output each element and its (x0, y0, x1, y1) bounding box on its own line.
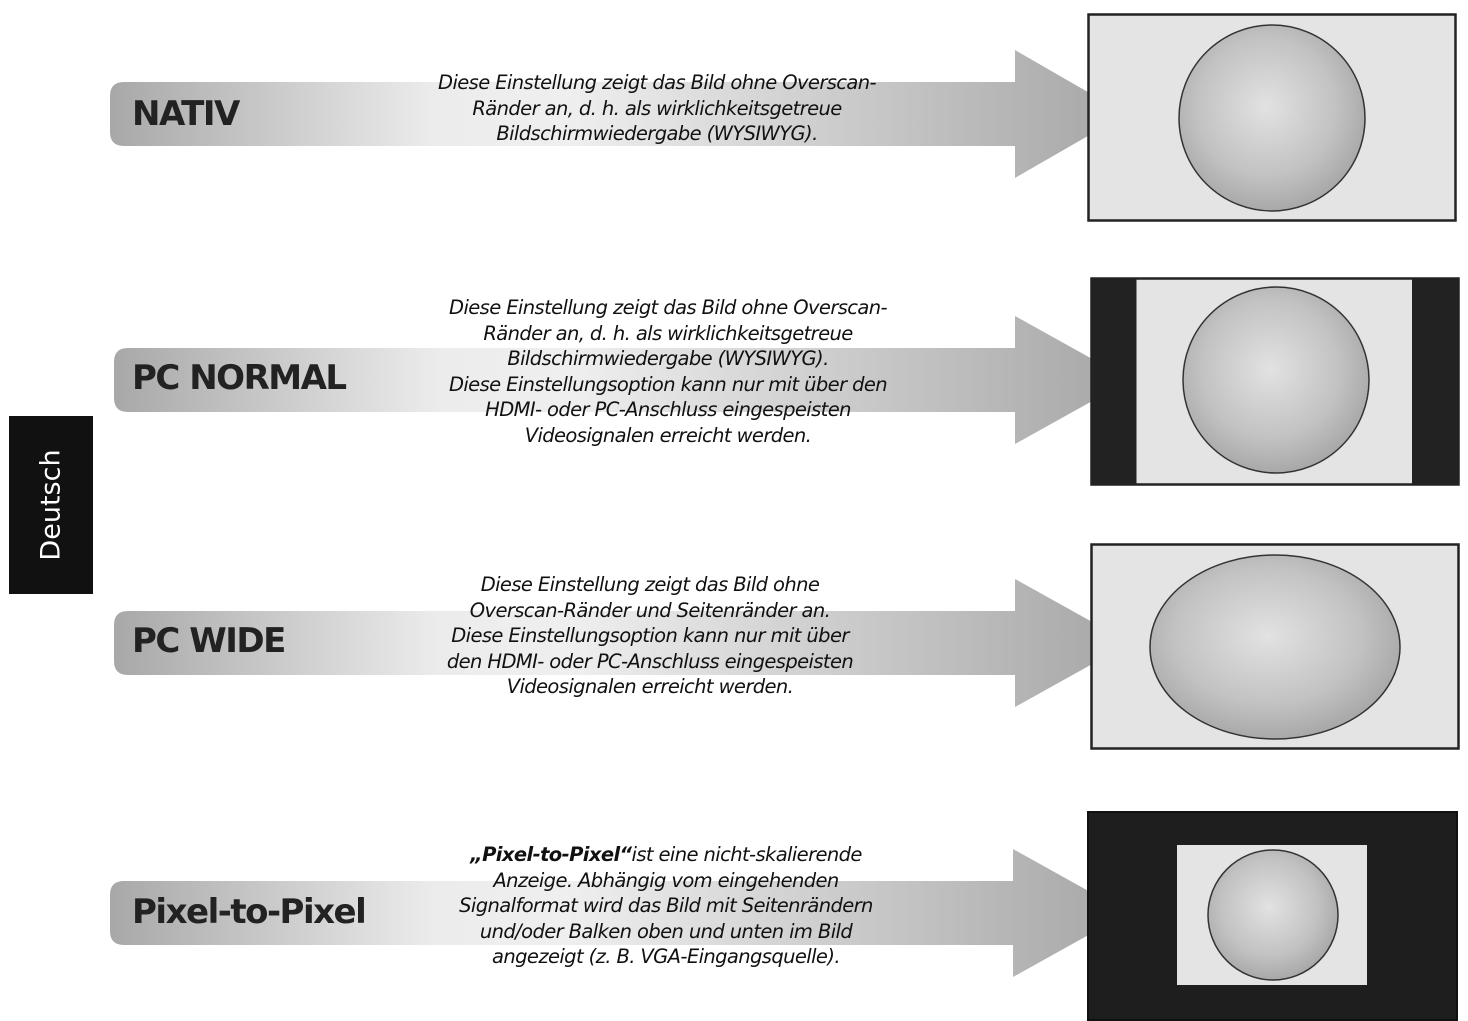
description-line: Ränder an, d. h. als wirklichkeitsgetreue (472, 96, 842, 120)
mode-row-pc-normal (0, 270, 1468, 495)
screen-diagram-nativ (1087, 13, 1458, 223)
description-line: Signalformat wird das Bild mit Seitenrändern (459, 894, 873, 917)
description-line: Diese Einstellungsoption kann nur mit über den (448, 372, 888, 396)
mode-description-pc-wide (420, 572, 880, 700)
description-line-rest: ist eine nicht-skalierende (631, 843, 862, 866)
description-line: Diese Einstellungsoption kann nur mit über (451, 624, 849, 647)
description-line: Anzeige. Abhängig vom eingehenden (493, 868, 839, 892)
description-line: Bildschirmwiedergabe (WYSIWYG). (496, 122, 818, 145)
description-line: HDMI- oder PC-Anschluss eingespeisten (485, 398, 851, 421)
description-line: Ränder an, d. h. als wirklichkeitsgetreue (483, 321, 853, 345)
ball-image-stretched (1150, 555, 1400, 739)
screen-diagram-pixel-to-pixel (1087, 811, 1458, 1021)
language-tab-label: Deutsch (35, 449, 67, 561)
left-side-bar (1092, 279, 1137, 485)
description-line: Diese Einstellung zeigt das Bild ohne Overscan- (449, 296, 887, 319)
ball-image (1179, 25, 1365, 211)
description-line: Videosignalen erreicht werden. (524, 423, 812, 447)
description-emphasis: „Pixel-to-Pixel“ (470, 843, 632, 866)
description-line: und/oder Balken oben und unten im Bild (479, 919, 853, 943)
description-line: Bildschirmwiedergabe (WYSIWYG). (507, 347, 829, 370)
description-line-first (432, 842, 900, 868)
mode-title-pixel-to-pixel: Pixel-to-Pixel (132, 892, 366, 932)
ball-image (1183, 287, 1369, 473)
description-line: Videosignalen erreicht werden. (506, 675, 794, 698)
description-line: angezeigt (z. B. VGA-Eingangsquelle). (492, 945, 840, 968)
mode-title-nativ: NATIV (132, 94, 239, 134)
description-line: den HDMI- oder PC-Anschluss eingespeisten (446, 649, 854, 673)
mode-row-pixel-to-pixel (0, 805, 1468, 1021)
description-line: Overscan-Ränder und Seitenränder an. (469, 598, 831, 622)
mode-description-nativ (415, 70, 899, 147)
ball-image-small (1208, 850, 1338, 980)
description-line: Diese Einstellung zeigt das Bild ohne Overscan- (438, 71, 876, 94)
right-side-bar (1412, 279, 1459, 485)
description-line: Diese Einstellung zeigt das Bild ohne (480, 573, 820, 596)
mode-row-pc-wide (0, 535, 1468, 760)
mode-description-pc-normal (422, 295, 914, 448)
screen-diagram-pc-normal (1090, 277, 1461, 487)
mode-title-pc-wide: PC WIDE (132, 621, 285, 661)
screen-diagram-pc-wide (1090, 543, 1461, 753)
mode-description-pixel-to-pixel (432, 842, 900, 970)
mode-title-pc-normal: PC NORMAL (132, 358, 346, 398)
mode-row-nativ (0, 10, 1468, 225)
